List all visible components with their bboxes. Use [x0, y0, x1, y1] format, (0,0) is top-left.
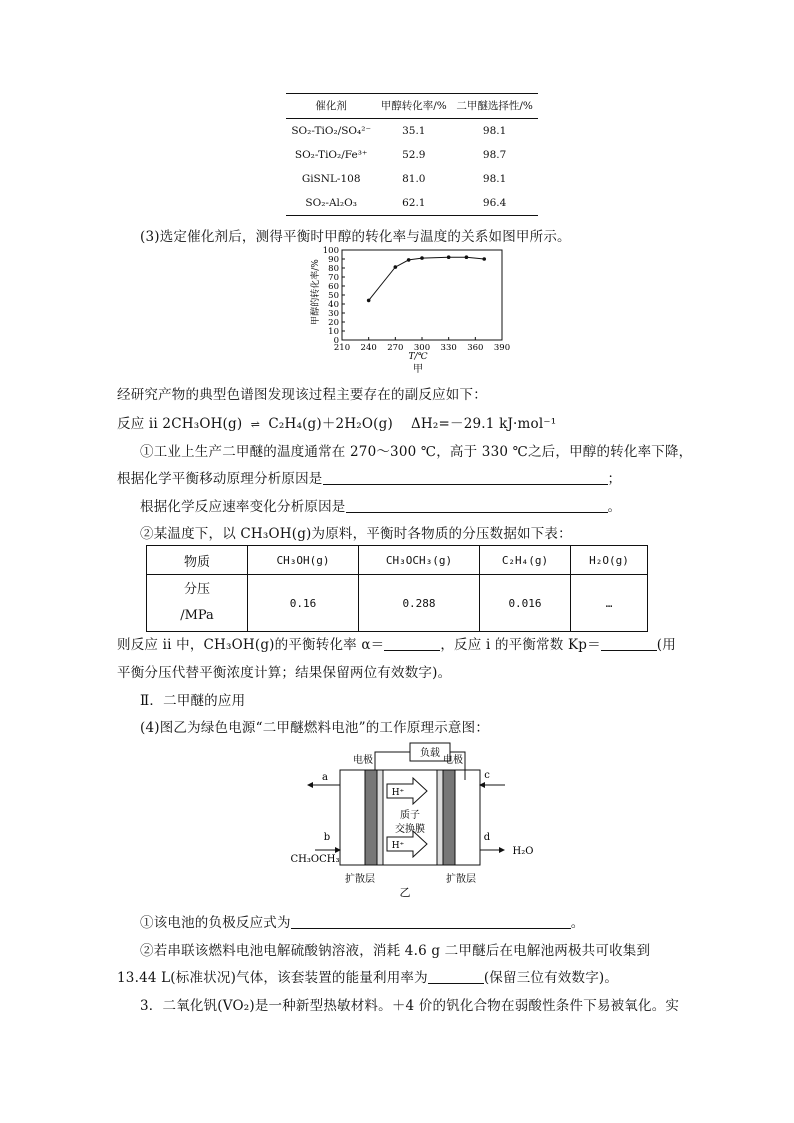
- series-line: [369, 257, 485, 300]
- data-point: [367, 299, 371, 303]
- reaction-ii-enthalpy: ΔH₂=－29.1 kJ·mol⁻¹: [410, 416, 557, 432]
- partial-pressure-table: [146, 545, 648, 632]
- fuel-label: CH₃OCH₃: [290, 854, 340, 865]
- answer-blank[interactable]: [323, 470, 608, 485]
- x-tick-label: 300: [413, 343, 431, 353]
- membrane-label-1: 质子: [400, 810, 420, 821]
- table-row-label: [147, 575, 248, 632]
- y-tick-label: 10: [328, 327, 339, 337]
- table-cell: 96.4: [451, 191, 538, 216]
- section-2-title: Ⅱ．二甲醚的应用: [140, 693, 246, 709]
- table-header-row: [286, 94, 538, 119]
- diffusion-layer-left: [377, 770, 383, 865]
- table-cell: 81.0: [402, 173, 426, 185]
- table-cell: 62.1: [376, 191, 451, 216]
- side-reaction-intro: 经研究产物的典型色谱图发现该过程主要存在的副反应如下：: [117, 387, 487, 403]
- table-cell: 0.016: [480, 575, 571, 632]
- table-header: 物质: [147, 546, 248, 575]
- equilibrium-arrow-icon: ⇌: [250, 418, 261, 431]
- q1-prompt: 根据化学平衡移动原理分析原因是: [117, 471, 323, 487]
- electrode-right-label: 电极: [443, 755, 463, 766]
- q4-1-prompt: ①该电池的负极反应式为: [140, 915, 291, 931]
- diffusion-right-label: 扩散层: [446, 874, 476, 885]
- diffusion-layer-right: [437, 770, 443, 865]
- data-point: [482, 257, 486, 261]
- table-row: [286, 143, 538, 167]
- table-cell: 52.9: [402, 149, 426, 161]
- q4-intro: (4)图乙为绿色电源“二甲醚燃料电池”的工作原理示意图：: [140, 720, 490, 736]
- arrow-head-icon: [499, 847, 505, 853]
- electrode-right: [443, 770, 455, 865]
- electrode-left: [365, 770, 377, 865]
- table-header: C₂H₄(g): [480, 546, 571, 575]
- answer-blank[interactable]: [291, 914, 571, 929]
- table-header-row: [147, 546, 648, 575]
- chart-y-label: 甲醇的转化率/%: [311, 259, 321, 325]
- q4-2-suffix: (保留三位有效数字)。: [483, 970, 619, 986]
- y-tick-label: 50: [328, 291, 339, 301]
- table-header: 催化剂: [286, 94, 376, 119]
- port-c-label: c: [484, 770, 490, 781]
- table-header: CH₃OH(g): [248, 546, 359, 575]
- row-label-line: 分压: [183, 582, 210, 597]
- y-tick-label: 30: [328, 309, 339, 319]
- chart-marks: [367, 255, 486, 302]
- chart-caption: 甲: [413, 364, 423, 375]
- table-cell: 0.16: [248, 575, 359, 632]
- q1-line2: 根据化学平衡移动原理分析原因是 ；: [117, 471, 622, 487]
- table-cell: 98.1: [482, 173, 507, 185]
- table-cell: SO₂-Al₂O₃: [286, 191, 376, 216]
- q1-prompt-2: 根据化学反应速率变化分析原因是: [140, 499, 346, 515]
- load-label: 负载: [420, 748, 440, 759]
- q2-answer-line2: 平衡分压代替平衡浓度计算；结果保留两位有效数字)。: [117, 665, 452, 681]
- port-b-label: b: [323, 832, 331, 843]
- answer-blank[interactable]: [346, 498, 608, 513]
- chart-frame: [342, 250, 502, 340]
- x-tick-label: 210: [333, 343, 351, 353]
- q1-line1: ①工业上生产二甲醚的温度通常在 270～300 ℃，高于 330 ℃之后，甲醇的转化率下降，: [140, 444, 693, 460]
- table-row: [286, 119, 538, 144]
- table-header: H₂O(g): [571, 546, 648, 575]
- diffusion-left-label: 扩散层: [345, 874, 375, 885]
- x-tick-label: 240: [360, 343, 377, 353]
- q2-prompt-b: ，反应 i 的平衡常数 Kp＝: [440, 637, 601, 653]
- y-tick-label: 100: [322, 246, 339, 256]
- row-label-line: /MPa: [180, 608, 214, 623]
- fuel-cell-diagram: [285, 740, 545, 900]
- membrane-label-2: 交换膜: [395, 824, 425, 835]
- water-label: H₂O: [512, 846, 534, 857]
- reaction-ii-right: C₂H₄(g)＋2H₂O(g): [268, 416, 393, 432]
- port-a-label: a: [322, 772, 328, 783]
- port-d-label: d: [483, 832, 491, 843]
- q2-prompt-c: (用: [656, 637, 676, 653]
- table-row: [286, 167, 538, 191]
- q3-intro: (3)选定催化剂后，测得平衡时甲醇的转化率与温度的关系如图甲所示。: [140, 229, 571, 245]
- y-tick-label: 90: [328, 255, 339, 265]
- q4-2a: ②若串联该燃料电池电解硫酸钠溶液，消耗 4.6 g 二甲醚后在电解池两极共可收集到: [140, 943, 651, 959]
- table-cell: 98.1: [482, 125, 507, 137]
- y-tick-label: 60: [328, 282, 339, 292]
- table-cell: GiSNL-108: [301, 173, 361, 185]
- q2-prompt-a: 则反应 ii 中，CH₃OH(g)的平衡转化率 α＝: [117, 637, 385, 653]
- catalyst-table: [286, 93, 538, 216]
- data-point: [394, 265, 398, 269]
- answer-blank[interactable]: [384, 636, 440, 651]
- answer-blank[interactable]: [601, 636, 657, 651]
- data-point: [420, 256, 424, 260]
- table-cell: 0.288: [359, 575, 480, 632]
- x-tick-label: 360: [467, 343, 484, 353]
- table-header: 二甲醚选择性/%: [451, 94, 538, 119]
- reaction-ii: [117, 412, 556, 432]
- q1-line3: 根据化学反应速率变化分析原因是 。: [140, 499, 622, 515]
- data-point: [447, 255, 451, 259]
- x-tick-label: 270: [387, 343, 404, 353]
- q4-2b: [117, 966, 618, 986]
- q2-answer: [117, 633, 676, 653]
- proton-label: H⁺: [391, 788, 405, 798]
- y-tick-label: 40: [328, 300, 339, 310]
- y-tick-label: 20: [328, 318, 339, 328]
- arrow-head-icon: [307, 782, 313, 788]
- table-cell: 35.1: [402, 125, 426, 137]
- electrode-left-label: 电极: [353, 755, 373, 766]
- q4-2-prompt: 13.44 L(标准状况)气体，该套装置的能量利用率为: [117, 970, 428, 986]
- table-cell: SO₂-TiO₂/SO₄²⁻: [291, 125, 371, 137]
- y-tick-label: 0: [333, 336, 339, 346]
- y-tick-label: 80: [328, 264, 339, 274]
- table-cell: 98.7: [482, 149, 507, 161]
- q2-intro: ②某温度下，以 CH₃OH(g)为原料，平衡时各物质的分压数据如下表：: [140, 526, 572, 542]
- chart-axes: [323, 246, 510, 353]
- diagram-caption: 乙: [399, 886, 411, 899]
- table-cell: …: [571, 575, 648, 632]
- table-row: [286, 191, 538, 216]
- data-point: [407, 258, 411, 262]
- y-tick-label: 70: [328, 273, 339, 283]
- data-point: [465, 255, 469, 259]
- table-cell: SO₂-TiO₂/Fe³⁺: [294, 149, 368, 161]
- answer-blank[interactable]: [428, 969, 484, 984]
- table-row: [147, 575, 648, 632]
- x-tick-label: 390: [493, 343, 511, 353]
- q4-1: ①该电池的负极反应式为 。: [140, 915, 585, 931]
- conversion-temperature-chart: [300, 244, 520, 379]
- table-header: CH₃OCH₃(g): [359, 546, 480, 575]
- proton-label: H⁺: [391, 841, 405, 851]
- reaction-ii-left: 反应 ii 2CH₃OH(g): [117, 416, 243, 432]
- x-tick-label: 330: [440, 343, 457, 353]
- table-header: 甲醇转化率/%: [376, 94, 451, 119]
- question-3: 3．二氧化钒(VO₂)是一种新型热敏材料。＋4 价的钒化合物在弱酸性条件下易被氧化。实: [140, 998, 680, 1014]
- chart-x-label: T/℃: [408, 352, 428, 362]
